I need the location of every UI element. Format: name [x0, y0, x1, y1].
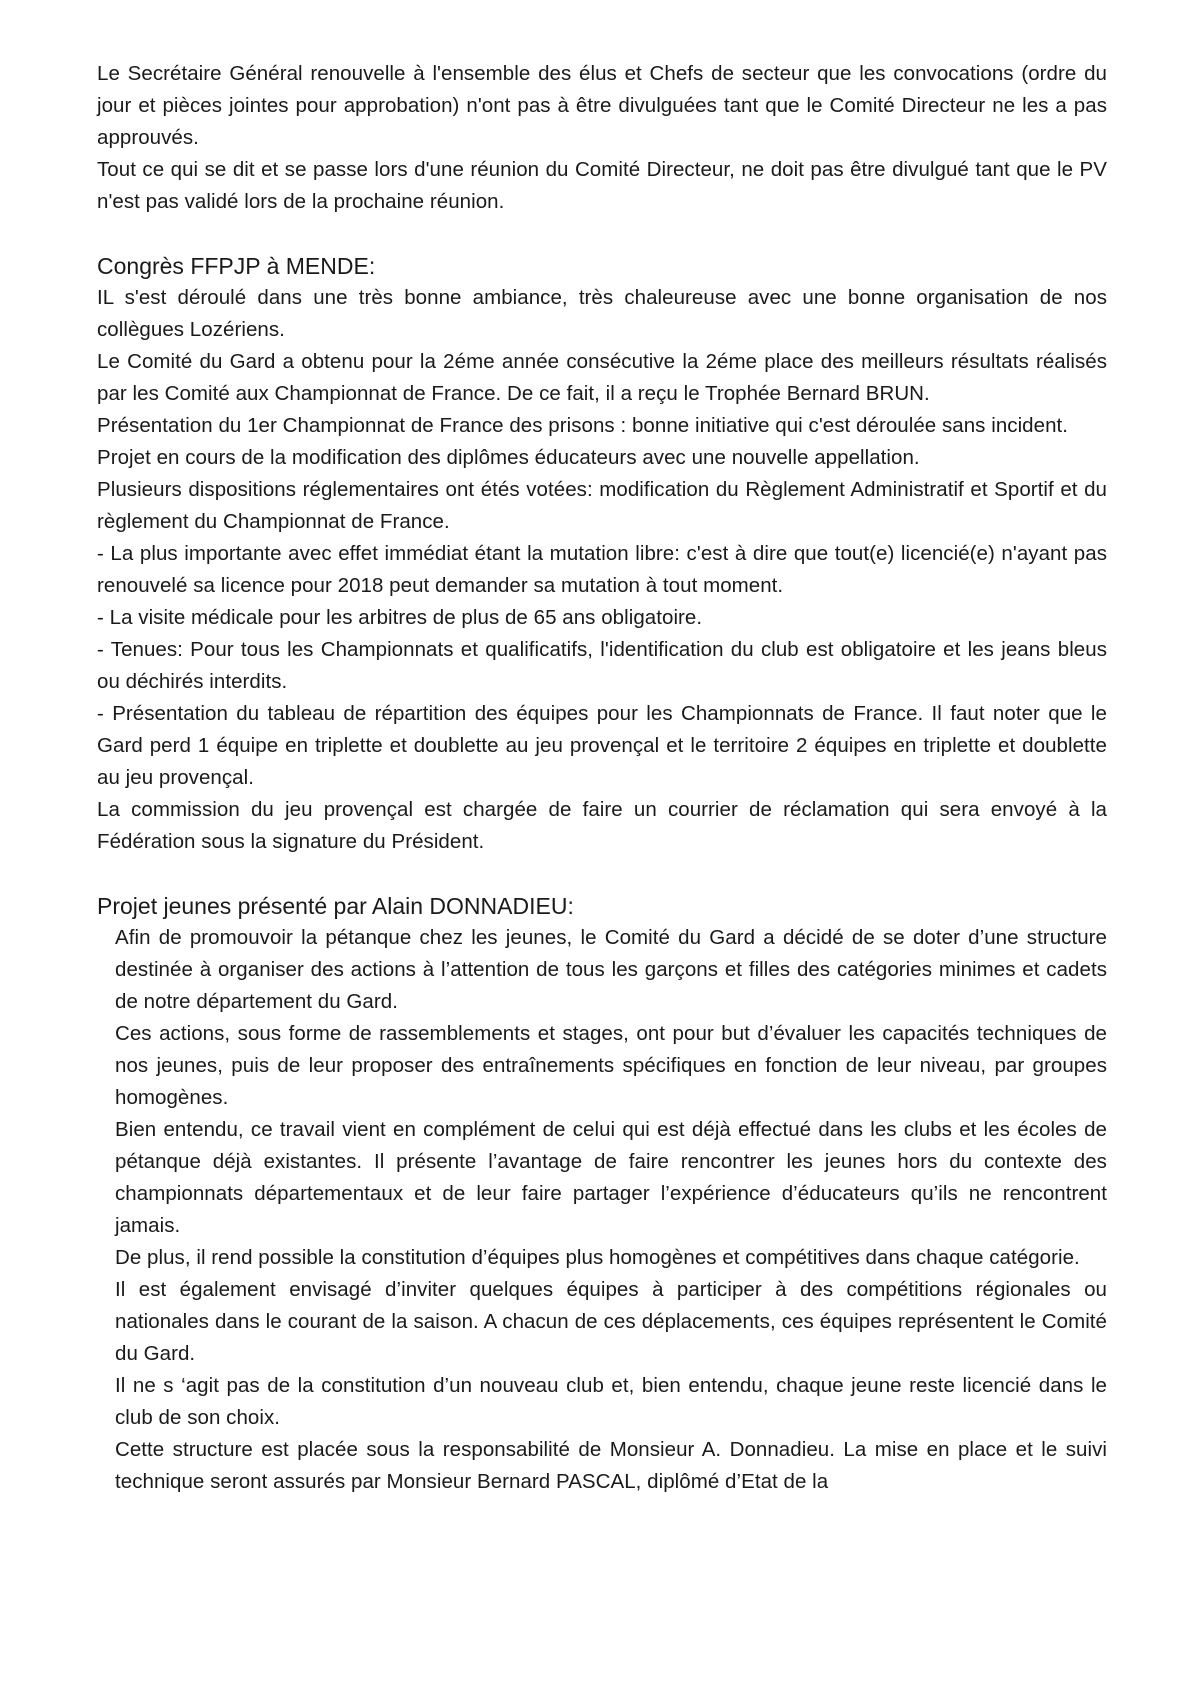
- paragraph: La commission du jeu provençal est chargée de faire un courrier de réclamation qui sera envoyé à la Fédération sous la signature du Président.: [97, 798, 1107, 853]
- section-jeunes: [97, 890, 1107, 1498]
- paragraph: De plus, il rend possible la constitution d’équipes plus homogènes et compétitives dans chaque catégorie.: [115, 1246, 1080, 1269]
- paragraph: Présentation du 1er Championnat de France des prisons : bonne initiative qui c'est déroulée sans incident.: [97, 414, 1069, 437]
- indented-block: [115, 922, 1107, 1498]
- paragraph: Le Comité du Gard a obtenu pour la 2éme année consécutive la 2éme place des meilleurs résultats réalisés par les Comité aux Championnat de France. De ce fait, il a reçu le Trophée Bernard BRUN.: [97, 350, 1107, 405]
- paragraph: Afin de promouvoir la pétanque chez les jeunes, le Comité du Gard a décidé de se doter d’une structure destinée à organiser des actions à l’attention de tous les garçons et filles des catégories minimes et cadets de notre département du Gard.: [115, 926, 1107, 1013]
- paragraph: - Présentation du tableau de répartition des équipes pour les Championnats de France. Il faut noter que le Gard perd 1 équipe en triplette et doublette au jeu provençal et le territoire 2 équipes en triplette et doublette au jeu provençal.: [97, 702, 1107, 789]
- spacer: [97, 858, 1107, 890]
- paragraph: Plusieurs dispositions réglementaires ont étés votées: modification du Règlement Administratif et Sportif et du règlement du Championnat de France.: [97, 478, 1107, 533]
- section-congres: [97, 250, 1107, 858]
- section-heading: Projet jeunes présenté par Alain DONNADIEU:: [97, 893, 574, 919]
- paragraph: - Tenues: Pour tous les Championnats et qualificatifs, l'identification du club est obligatoire et les jeans bleus ou déchirés interdits.: [97, 638, 1107, 693]
- document-page: [97, 58, 1107, 1498]
- paragraph: IL s'est déroulé dans une très bonne ambiance, très chaleureuse avec une bonne organisation de nos collègues Lozériens.: [97, 286, 1107, 341]
- paragraph: Tout ce qui se dit et se passe lors d'une réunion du Comité Directeur, ne doit pas être divulgué tant que le PV n'est pas validé lors de la prochaine réunion.: [97, 158, 1107, 213]
- paragraph: Il est également envisagé d’inviter quelques équipes à participer à des compétitions régionales ou nationales dans le courant de la saison. A chacun de ces déplacements, ces équipes représentent le Comité du Gard.: [115, 1278, 1107, 1365]
- paragraph: Il ne s ‘agit pas de la constitution d’un nouveau club et, bien entendu, chaque jeune reste licencié dans le club de son choix.: [115, 1374, 1107, 1429]
- paragraph: Projet en cours de la modification des diplômes éducateurs avec une nouvelle appellation.: [97, 446, 920, 469]
- paragraph: Le Secrétaire Général renouvelle à l'ensemble des élus et Chefs de secteur que les convocations (ordre du jour et pièces jointes pour approbation) n'ont pas à être divulguées tant que le Comité Directeur ne les a pas approuvés.: [97, 62, 1107, 149]
- paragraph: Bien entendu, ce travail vient en complément de celui qui est déjà effectué dans les clubs et les écoles de pétanque déjà existantes. Il présente l’avantage de faire rencontrer les jeunes hors du contexte des championnats départementaux et de leur faire partager l’expérience d’éducateurs qu’ils ne rencontrent jamais.: [115, 1118, 1107, 1237]
- paragraph: Cette structure est placée sous la responsabilité de Monsieur A. Donnadieu. La mise en place et le suivi technique seront assurés par Monsieur Bernard PASCAL, diplômé d’Etat de la: [115, 1438, 1107, 1493]
- paragraph: - La plus importante avec effet immédiat étant la mutation libre: c'est à dire que tout(e) licencié(e) n'ayant pas renouvelé sa licence pour 2018 peut demander sa mutation à tout moment.: [97, 542, 1107, 597]
- section-heading: Congrès FFPJP à MENDE:: [97, 253, 376, 279]
- paragraph: Ces actions, sous forme de rassemblements et stages, ont pour but d’évaluer les capacités techniques de nos jeunes, puis de leur proposer des entraînements spécifiques en fonction de leur niveau, par groupes homogènes.: [115, 1022, 1107, 1109]
- spacer: [97, 218, 1107, 250]
- section-intro: [97, 58, 1107, 218]
- paragraph: - La visite médicale pour les arbitres de plus de 65 ans obligatoire.: [97, 606, 703, 629]
